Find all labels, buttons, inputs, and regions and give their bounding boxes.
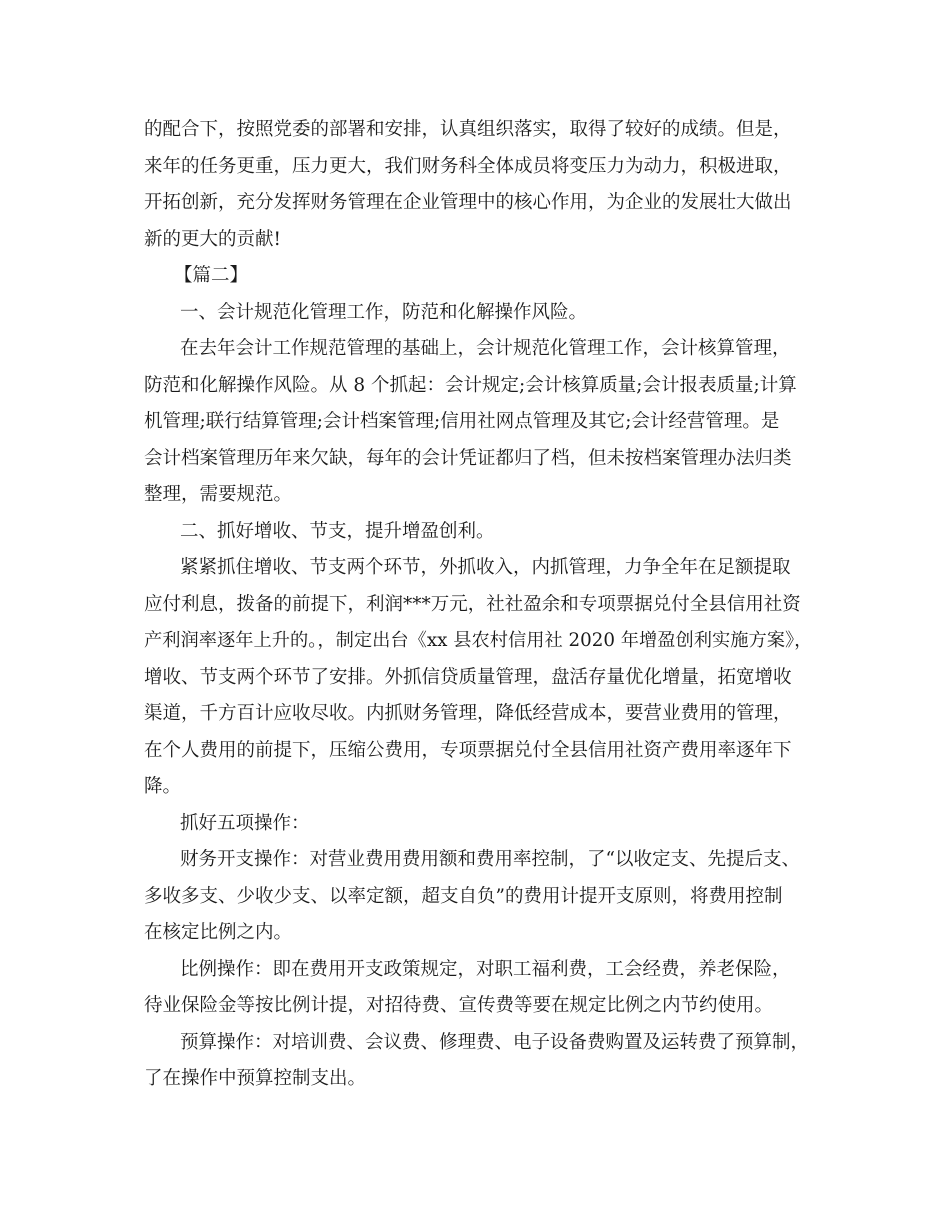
- paragraph-start-line: 在去年会计工作规范管理的基础上，会计规范化管理工作，会计核算管理，: [180, 338, 791, 359]
- text-line: 防范和化解操作风险。从 8 个抓起：会计规定;会计核算质量;会计报表质量;计算: [144, 374, 797, 396]
- paragraph-start-line: 比例操作：即在费用开支政策规定，对职工福利费，工会经费，养老保险，: [180, 958, 791, 980]
- text-line: 降。: [144, 776, 182, 797]
- text-line: 渠道，千方百计应收尽收。内抓财务管理，降低经营成本，要营业费用的管理，: [144, 703, 792, 724]
- document-body: [144, 112, 816, 1098]
- text-line: 增收、节支两个环节了安排。外抓信贷质量管理，盘活存量优化增量，拓宽增收: [144, 666, 792, 688]
- text-line: 的配合下，按照党委的部署和安排，认真组织落实，取得了较好的成绩。但是，: [144, 119, 792, 140]
- text-line: 来年的任务更重，压力更大，我们财务科全体成员将变压力为动力，积极进取，: [144, 155, 792, 177]
- text-line: 新的更大的贡献!: [144, 228, 281, 250]
- text-line: 应付利息，拨备的前提下，利润***万元，社社盈余和专项票据兑付全县信用社资: [144, 593, 801, 615]
- text-line: 产利润率逐年上升的。，制定出台《xx 县农村信用社 2020 年增盈创利实施方案》，: [144, 630, 813, 651]
- paragraph-start-line: 财务开支操作：对营业费用费用额和费用率控制，了“以收定支、先提后支、: [180, 849, 800, 870]
- subsection-heading: 二、抓好增收、节支，提升增盈创利。: [180, 520, 495, 542]
- text-line: 待业保险金等按比例计提，对招待费、宣传费等要在规定比例之内节约使用。: [144, 995, 774, 1016]
- subsection-heading: 一、会计规范化管理工作，防范和化解操作风险。: [180, 301, 588, 323]
- text-line: 了在操作中预算控制支出。: [144, 1068, 367, 1089]
- section-heading: 【篇二】: [174, 265, 249, 286]
- paragraph-start-line: 紧紧抓住增收、节支两个环节，外抓收入，内抓管理，力争全年在足额提取: [180, 557, 791, 578]
- text-line: 会计档案管理历年来欠缺，每年的会计凭证都归了档，但未按档案管理办法归类: [144, 447, 792, 469]
- text-line: 多收多支、少收少支、以率定额，超支自负”的费用计提开支原则，将费用控制: [144, 885, 783, 907]
- paragraph-start-line: 抓好五项操作：: [180, 812, 310, 834]
- text-line: 在核定比例之内。: [144, 922, 293, 943]
- text-line: 在个人费用的前提下，压缩公费用，专项票据兑付全县信用社资产费用率逐年下: [144, 739, 792, 761]
- text-line: 机管理;联行结算管理;会计档案管理;信用社网点管理及其它;会计经营管理。是: [144, 411, 780, 432]
- text-line: 开拓创新，充分发挥财务管理在企业管理中的核心作用，为企业的发展壮大做出: [144, 192, 792, 213]
- text-line: 整理，需要规范。: [144, 484, 293, 505]
- paragraph-start-line: 预算操作：对培训费、会议费、修理费、电子设备费购置及运转费了预算制，: [180, 1031, 810, 1053]
